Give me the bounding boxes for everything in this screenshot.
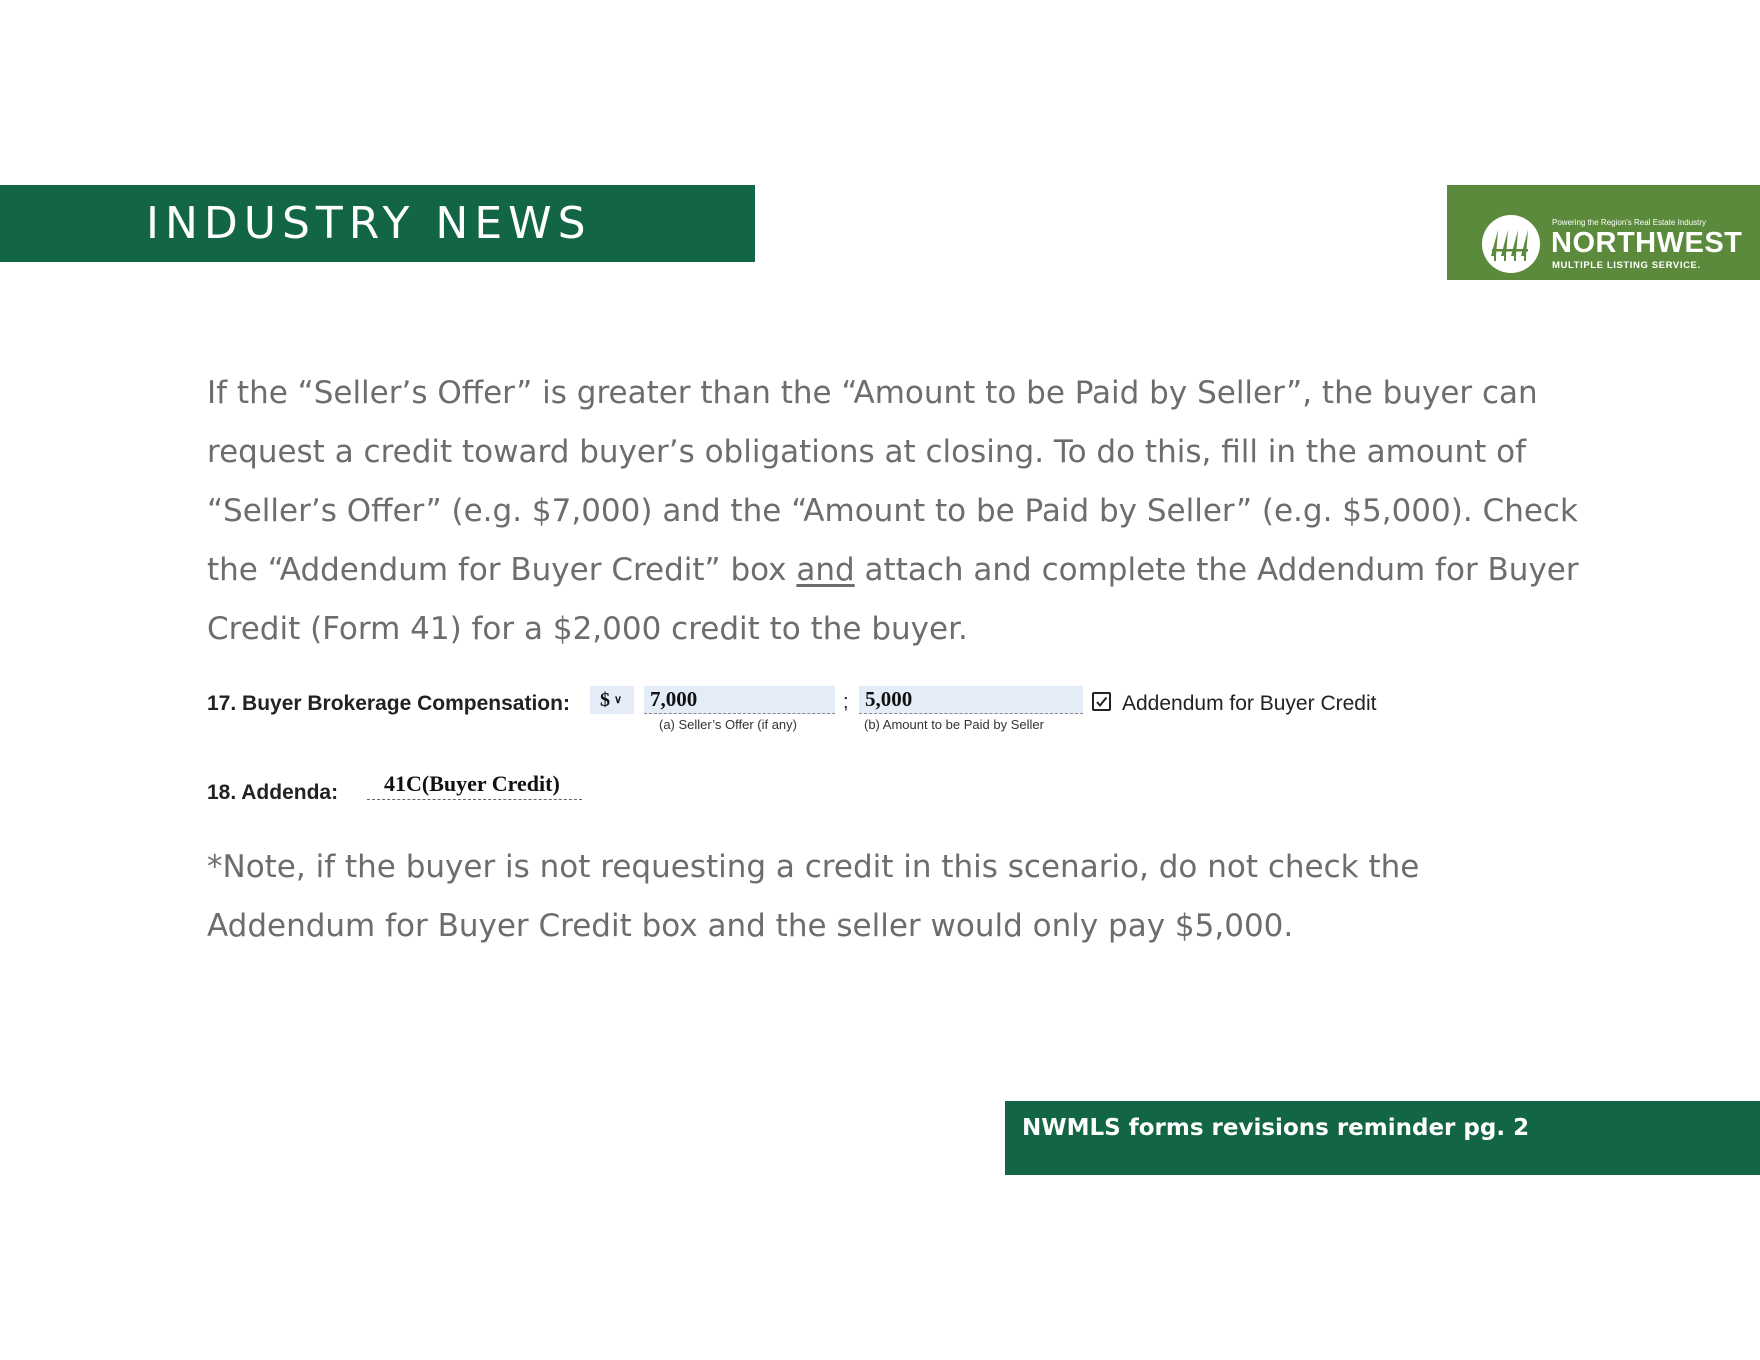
addenda-label: 18. Addenda: xyxy=(207,781,339,804)
buyer-credit-checkbox-label: Addendum for Buyer Credit xyxy=(1122,692,1377,715)
trees-logo-icon xyxy=(1482,215,1540,273)
footer-text: NWMLS forms revisions reminder pg. 2 xyxy=(1022,1115,1530,1141)
note-line: Addendum for Buyer Credit box and the seller would only pay $5,000. xyxy=(207,908,1294,944)
amount-paid-caption: (b) Amount to be Paid by Seller xyxy=(864,717,1044,732)
currency-value: $ xyxy=(600,689,610,711)
paragraph-text: the “Addendum for Buyer Credit” box xyxy=(207,552,797,588)
chevron-down-icon: ∨ xyxy=(614,694,623,706)
sellers-offer-caption: (a) Seller’s Offer (if any) xyxy=(659,717,797,732)
explanation-paragraph xyxy=(207,364,1579,659)
section-title: INDUSTRY NEWS xyxy=(146,198,592,249)
form-section-18 xyxy=(207,770,807,810)
paragraph-line: request a credit toward buyer’s obligations at closing. To do this, fill in the amount of xyxy=(207,434,1526,470)
amount-paid-field[interactable]: 5,000 xyxy=(859,686,1083,714)
logo-subtitle: MULTIPLE LISTING SERVICE. xyxy=(1552,260,1701,271)
footer-banner xyxy=(1005,1101,1760,1175)
header-banner xyxy=(0,185,755,262)
paragraph-line: “Seller’s Offer” (e.g. $7,000) and the “Amount to be Paid by Seller” (e.g. $5,000). Check xyxy=(207,493,1578,529)
logo-tagline: Powering the Region's Real Estate Industry xyxy=(1552,218,1707,227)
paragraph-line xyxy=(207,541,1579,600)
underlined-word: and xyxy=(796,552,855,588)
sellers-offer-field[interactable]: 7,000 xyxy=(644,686,835,714)
note-paragraph xyxy=(207,838,1567,956)
nwmls-logo xyxy=(1447,185,1760,280)
note-line: *Note, if the buyer is not requesting a credit in this scenario, do not check the xyxy=(207,849,1420,885)
logo-name: NORTHWEST xyxy=(1551,227,1743,259)
field-separator: ; xyxy=(843,691,849,713)
compensation-label: 17. Buyer Brokerage Compensation: xyxy=(207,692,570,715)
checkmark-icon xyxy=(1095,695,1108,708)
paragraph-line: If the “Seller’s Offer” is greater than the “Amount to be Paid by Seller”, the buyer can xyxy=(207,375,1538,411)
currency-select[interactable] xyxy=(590,686,634,714)
paragraph-line: Credit (Form 41) for a $2,000 credit to the buyer. xyxy=(207,611,968,647)
buyer-credit-checkbox[interactable] xyxy=(1092,692,1111,711)
paragraph-text: attach and complete the Addendum for Buyer xyxy=(854,552,1579,588)
addenda-field[interactable]: 41C(Buyer Credit) xyxy=(367,770,582,800)
form-section-17 xyxy=(207,683,1407,733)
